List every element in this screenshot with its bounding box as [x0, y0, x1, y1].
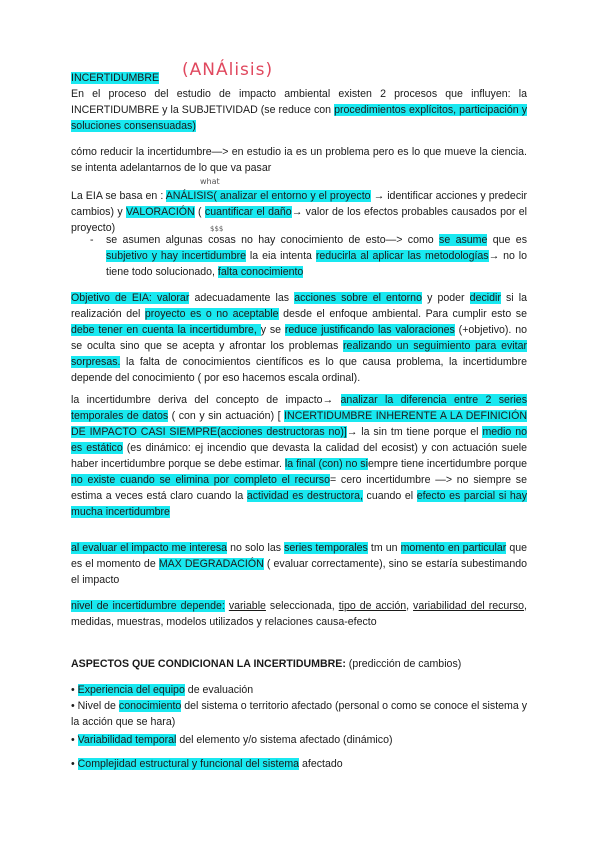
- paragraph-eia-basis: La EIA se basa en : ANÁLISIS( analizar el entorno y el proyecto → identificar acciones y predecir cambios) y VALORACIÓN ( cuantificar el daño→ valor de los efectos probables causados por el proyecto): [71, 190, 528, 234]
- paragraph-depends: nivel de incertidumbre depende: variable seleccionada, tipo de acción, variabilidad del recurso, medidas, muestras, modelos utilizados y relaciones causa-efecto: [71, 600, 527, 628]
- list-item: - se asumen algunas cosas no hay conocimiento de esto—> como se asume que es subjetivo y hay incertidumbre la eia intenta reducirla al aplicar las metodologías→ no lo tiene todo solucionado, falta conocimiento: [90, 232, 527, 280]
- paragraph-intro: En el proceso del estudio de impacto ambiental existen 2 procesos que influyen: la INCERTIDUMBRE y la SUBJETIVIDAD (se reduce con procedimientos explícitos, participación y soluciones consensuadas): [71, 88, 527, 132]
- list-item: • Experiencia del equipo de evaluación: [71, 684, 254, 696]
- title-line: [71, 70, 527, 86]
- assumption-list: [90, 232, 527, 280]
- list-item: • Nivel de conocimiento del sistema o territorio afectado (personal o como se conoce el sistema y la acción que se hara): [71, 700, 527, 728]
- paragraph-objective: Objetivo de EIA: valorar adecuadamente las acciones sobre el entorno y poder decidir si la realización del proyecto es o no aceptable desde el enfoque ambiental. Para cumplir esto se debe tener en cuenta la incertidumbre, y se reduce justificando las valoraciones (+objetivo). no se oculta sino que se acepta y afrontar los problemas realizando un seguimiento para evitar sorpresas. la falta de conocimientos científicos es lo que causa problema, la incertidumbre depende del conocimiento ( por eso hacemos escala ordinal).: [71, 292, 527, 384]
- list-item: • Variabilidad temporal del elemento y/o sistema afectado (dinámico): [71, 734, 393, 746]
- paragraph-reduce: cómo reducir la incertidumbre—> en estudio ia es un problema pero es lo que mueve la ciencia. se intenta adelantarnos de lo que va pasar: [71, 146, 527, 174]
- handwritten-loss-note: $$$: [210, 225, 224, 233]
- section-heading: ASPECTOS QUE CONDICIONAN LA INCERTIDUMBRE: (predicción de cambios): [71, 658, 462, 670]
- paragraph-evaluation: al evaluar el impacto me interesa no solo las series temporales tm un momento en particular que es el momento de MAX DEGRADACIÓN ( evaluar correctamente), sino se estaría subestimando el impacto: [71, 542, 528, 586]
- handwritten-what-note: what: [200, 177, 220, 186]
- paragraph-derivation: la incertidumbre deriva del concepto de impacto→ analizar la diferencia entre 2 series temporales de datos ( con y sin actuación) [ INCERTIDUMBRE INHERENTE A LA DEFINICIÓN DE IMPACTO CASI SIEMPRE(acciones destructoras no)]→ la sin tm tiene porque el medio no es estático (es dinámico: ej incendio que devasta la calidad del ecosist) y con actuación suele haber incertidumbre porque se debe estimar. la final (con) no siempre tiene incertidumbre porque no existe cuando se elimina por completo el recurso= cero incertidumbre —> no siempre se estima a veces está claro cuando la actividad es destructora, cuando el efecto es parcial si hay mucha incertidumbre: [71, 394, 527, 518]
- list-item: • Complejidad estructural y funcional del sistema afectado: [71, 758, 343, 770]
- handwritten-title-note: (ANÁlisis): [182, 60, 274, 80]
- page-title: INCERTIDUMBRE: [71, 72, 160, 84]
